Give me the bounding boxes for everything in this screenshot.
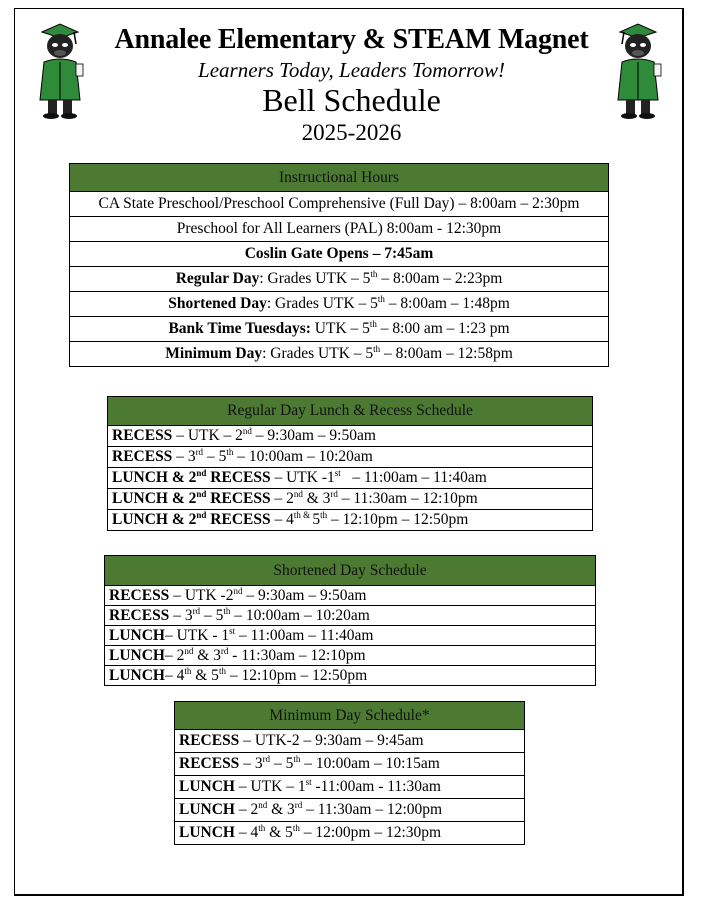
table-heading: Instructional Hours xyxy=(70,164,609,192)
table-row: Shortened Day: Grades UTK – 5th – 8:00am – 1:48pm xyxy=(70,292,609,317)
page-title: Bell Schedule xyxy=(262,82,441,118)
minimum-day-schedule-table xyxy=(174,701,525,845)
table-row: LUNCH – 2nd & 3rd – 11:30am – 12:00pm xyxy=(175,799,525,822)
table-row: CA State Preschool/Preschool Comprehensive (Full Day) – 8:00am – 2:30pm xyxy=(70,192,609,217)
table-row: LUNCH & 2nd RECESS – UTK -1st – 11:00am – 11:40am xyxy=(108,468,593,489)
table-row: LUNCH– UTK - 1st – 11:00am – 11:40am xyxy=(105,626,596,646)
shortened-day-schedule-table xyxy=(104,555,596,686)
instructional-hours-table xyxy=(69,163,609,367)
table-row: Coslin Gate Opens – 7:45am xyxy=(70,242,609,267)
table-heading: Regular Day Lunch & Recess Schedule xyxy=(108,397,593,426)
table-row: Preschool for All Learners (PAL) 8:00am - 12:30pm xyxy=(70,217,609,242)
table-row: RECESS – UTK -2nd – 9:30am – 9:50am xyxy=(105,586,596,606)
table-heading: Minimum Day Schedule* xyxy=(175,702,525,730)
table-row: LUNCH & 2nd RECESS – 2nd & 3rd – 11:30am – 12:10pm xyxy=(108,489,593,510)
regular-day-schedule-table xyxy=(107,396,593,531)
table-heading: Shortened Day Schedule xyxy=(105,556,596,586)
table-row: Bank Time Tuesdays: UTK – 5th – 8:00 am – 1:23 pm xyxy=(70,317,609,342)
table-row: RECESS – UTK-2 – 9:30am – 9:45am xyxy=(175,730,525,753)
table-row: RECESS – 3rd – 5th – 10:00am – 10:20am xyxy=(105,606,596,626)
table-row: LUNCH– 4th & 5th – 12:10pm – 12:50pm xyxy=(105,666,596,686)
table-row: LUNCH– 2nd & 3rd - 11:30am – 12:10pm xyxy=(105,646,596,666)
table-row: RECESS – UTK – 2nd – 9:30am – 9:50am xyxy=(108,426,593,447)
table-row: RECESS – 3rd – 5th – 10:00am – 10:15am xyxy=(175,753,525,776)
school-motto: Learners Today, Leaders Tomorrow! xyxy=(198,58,505,82)
table-row: LUNCH – UTK – 1st -11:00am - 11:30am xyxy=(175,776,525,799)
school-name: Annalee Elementary & STEAM Magnet xyxy=(114,24,589,55)
table-row: LUNCH – 4th & 5th – 12:00pm – 12:30pm xyxy=(175,822,525,845)
table-row: LUNCH & 2nd RECESS – $4^{th \&}$ 5th – 12:10pm – 12:50pm xyxy=(108,510,593,531)
table-row: Regular Day: Grades UTK – 5th – 8:00am – 2:23pm xyxy=(70,267,609,292)
table-row: RECESS – 3rd – 5th – 10:00am – 10:20am xyxy=(108,447,593,468)
table-row: Minimum Day: Grades UTK – 5th – 8:00am – 12:58pm xyxy=(70,342,609,367)
school-year: 2025-2026 xyxy=(301,120,402,145)
